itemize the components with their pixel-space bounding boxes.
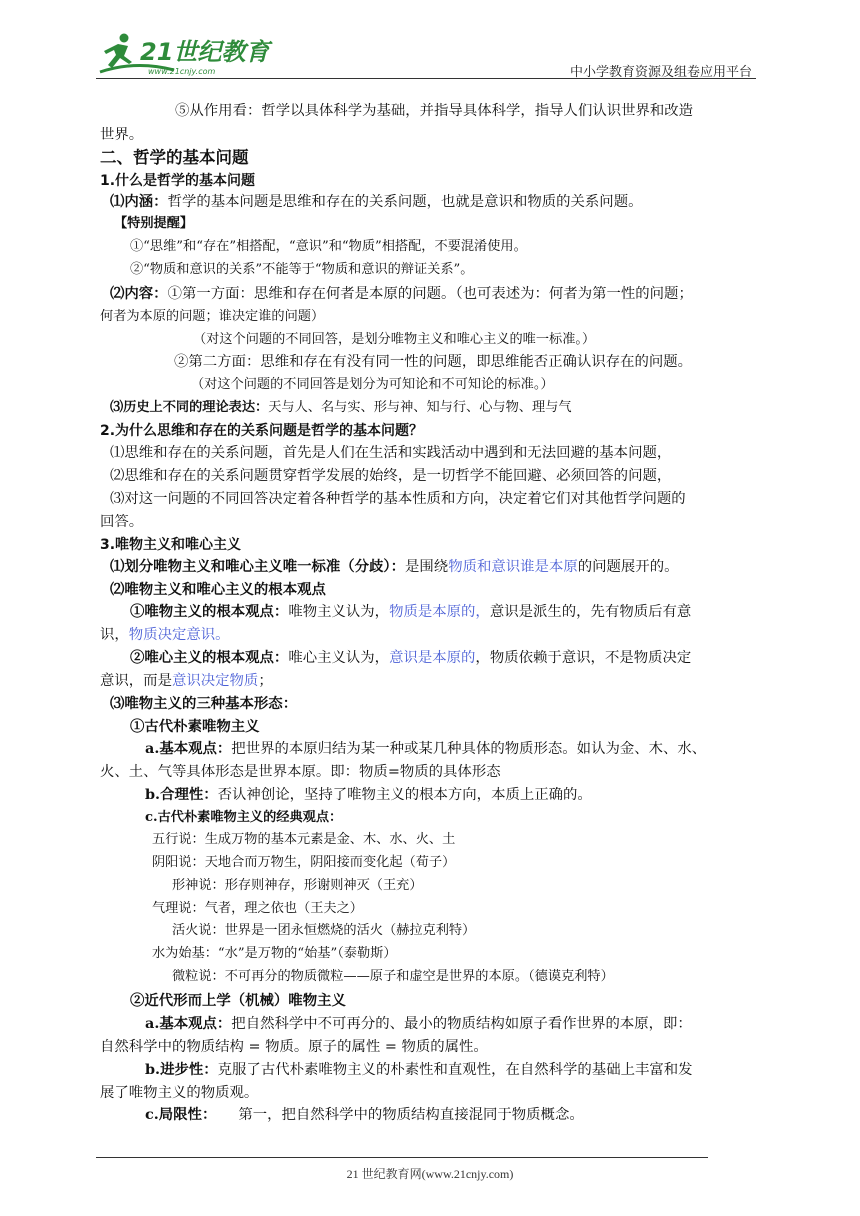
text-run: 把世界的本原归结为某一种或某几种具体的物质形态。如认为金、木、水、 [231, 741, 707, 757]
text-run: ⑵思维和存在的关系问题贯穿哲学发展的始终，是一切哲学不能回避、必须回答的问题， [110, 468, 672, 484]
page-header [96, 30, 756, 80]
text-run: 意识决定物质 [171, 673, 259, 689]
text-line [145, 1059, 693, 1081]
text-run: 二、哲学的基本问题 [100, 148, 249, 167]
text-run: ⑴划分唯物主义和唯心主义唯一标准（分歧）： [110, 558, 406, 575]
text-run: 唯心主义认为， [288, 650, 390, 666]
text-run: ②唯心主义的根本观点： [130, 649, 289, 666]
text-run: ； [258, 673, 273, 689]
text-line [191, 374, 554, 396]
text-run: 活火说：世界是一团永恒燃烧的活火（赫拉克利特） [172, 923, 476, 938]
text-line [100, 1082, 258, 1104]
svg-text:www.21cnjy.com: www.21cnjy.com [148, 67, 216, 76]
text-line [130, 716, 260, 738]
text-line [100, 306, 324, 328]
text-run: 3.唯物主义和唯心主义 [100, 537, 242, 553]
text-run: 2.为什么思维和存在的关系问题是哲学的基本问题？ [100, 423, 424, 439]
text-run: ②近代形而上学（机械）唯物主义 [130, 992, 346, 1009]
text-run: 回答。 [100, 514, 144, 530]
text-run: b.进步性： [145, 1061, 218, 1078]
text-run: ①第一方面：思维和存在何者是本原的问题。（也可表述为：何者为第一性的问题； [167, 286, 693, 302]
text-line [110, 191, 642, 213]
text-line [110, 442, 671, 464]
text-line [152, 852, 455, 874]
text-run: 【特别提醒】 [114, 216, 194, 231]
text-run: ⑴思维和存在的关系问题，首先是人们在生活和实践活动中遇到和无法回避的基本问题， [110, 445, 672, 461]
text-line [130, 236, 527, 258]
text-run: 何者为本原的问题；谁决定谁的问题） [100, 309, 325, 324]
text-run: ⑶对这一问题的不同回答决定着各种哲学的基本性质和方向，决定着它们对其他哲学问题的 [110, 491, 686, 507]
text-run: 展了唯物主义的物质观。 [100, 1085, 259, 1101]
text-run: 意识，而是 [100, 673, 172, 689]
text-line [110, 693, 297, 715]
text-run: 第一，把自然科学中的物质结构直接混同于物质概念。 [238, 1107, 584, 1123]
text-run: 形神说：形存则神存，形谢则神灭（王充） [172, 878, 423, 893]
text-line [145, 1013, 692, 1035]
text-run: （对这个问题的不同回答，是划分唯物主义和唯心主义的唯一标准。） [193, 332, 596, 347]
text-run: 微粒说：不可再分的物质微粒——原子和虚空是世界的本原。（德谟克利特） [172, 969, 614, 984]
text-line [100, 1036, 488, 1058]
text-line [172, 875, 423, 897]
text-line [100, 624, 230, 646]
text-line [100, 761, 501, 783]
text-run: 1.什么是哲学的基本问题 [100, 173, 256, 189]
section-heading [100, 147, 249, 169]
text-line [110, 488, 686, 510]
text-line [172, 966, 614, 988]
text-line [130, 601, 691, 623]
text-line [145, 784, 592, 806]
text-run: ⑵唯物主义和唯心主义的根本观点 [110, 581, 326, 598]
text-run: 火、土、气等具体形态是世界本原。即：物质=物质的具体形态 [100, 764, 501, 780]
text-run: 意识是本原的 [389, 650, 476, 666]
text-line [130, 990, 346, 1012]
text-line [110, 579, 326, 601]
text-line [130, 259, 473, 281]
platform-name: 中小学教育资源及组卷应用平台 [569, 65, 752, 80]
text-run: 识， [100, 627, 129, 643]
text-run: a.基本观点： [145, 740, 232, 757]
text-line [152, 943, 397, 965]
text-run: 水为始基：“水”是万物的“始基”（泰勒斯） [152, 946, 397, 961]
text-run: ①古代朴素唯物主义 [130, 718, 260, 735]
text-run: 的问题展开的。 [577, 559, 679, 575]
text-line [145, 1104, 584, 1126]
text-run: 世界。 [100, 127, 144, 143]
text-run: ⑵内容： [110, 285, 168, 302]
footer-divider [96, 1157, 708, 1158]
text-run: ⑴内涵： [110, 193, 168, 210]
text-run: ②第二方面：思维和存在有没有同一性的问题，即思维能否正确认识存在的问题。 [174, 354, 693, 370]
text-run: （对这个问题的不同回答是划分为可知论和不可知论的标准。） [191, 377, 554, 392]
text-line [110, 465, 671, 487]
text-run: 阴阳说：天地合而万物生，阴阳接而变化起（荀子） [152, 855, 456, 870]
text-run: ，物质依赖于意识，不是物质决定 [475, 650, 692, 666]
text-run: 是围绕 [405, 559, 449, 575]
text-line [193, 329, 595, 351]
text-run: ①“思维”和“存在”相搭配，“意识”和“物质”相搭配，不要混淆使用。 [130, 239, 527, 254]
text-run: 哲学的基本问题是思维和存在的关系问题，也就是意识和物质的关系问题。 [167, 194, 643, 210]
svg-text:21世纪教育: 21世纪教育 [140, 38, 270, 66]
text-line [152, 829, 455, 851]
text-line [145, 807, 342, 829]
text-run: 气理说：气者，理之依也（王夫之） [152, 901, 363, 916]
text-run: ⑤从作用看：哲学以具体科学为基础，并指导具体科学，指导人们认识世界和改造 [175, 103, 694, 119]
text-line [110, 397, 572, 419]
text-line [145, 738, 706, 760]
note-heading [114, 213, 193, 235]
text-run: ⑶历史上不同的理论表达： [110, 400, 269, 415]
text-line [100, 124, 143, 146]
text-run: a.基本观点： [145, 1015, 232, 1032]
text-line [130, 647, 691, 669]
text-run: 意识是派生的，先有物质后有意 [489, 604, 692, 620]
text-run: 五行说：生成万物的基本元素是金、木、水、火、土 [152, 832, 456, 847]
text-run: 天与人、名与实、形与神、知与行、心与物、理与气 [268, 400, 572, 415]
text-run: ②“物质和意识的关系”不能等于“物质和意识的辩证关系”。 [130, 262, 474, 277]
text-line [172, 920, 475, 942]
text-line [175, 100, 693, 122]
text-line [110, 283, 693, 305]
text-run: 自然科学中的物质结构 = 物质。原子的属性 = 物质的属性。 [100, 1039, 488, 1055]
logo-21cnjy [96, 30, 306, 78]
text-run: 唯物主义认为， [288, 604, 390, 620]
text-line [110, 556, 678, 578]
text-run: b.合理性： [145, 786, 218, 803]
text-run: 把自然科学中不可再分的、最小的物质结构如原子看作世界的本原，即： [231, 1016, 692, 1032]
subsection-heading [100, 534, 241, 556]
text-run: 物质和意识谁是本原 [448, 559, 578, 575]
text-run: ①唯物主义的根本观点： [130, 603, 289, 620]
subsection-heading [100, 420, 423, 442]
text-run: c.古代朴素唯物主义的经典观点： [145, 810, 343, 825]
text-run: 克服了古代朴素唯物主义的朴素性和直观性，在自然科学的基础上丰富和发 [217, 1062, 693, 1078]
text-run: 物质决定意识。 [128, 627, 230, 643]
text-run: c.局限性： [145, 1106, 217, 1123]
text-run: 物质是本原的， [389, 604, 490, 620]
text-run: ⑶唯物主义的三种基本形态： [110, 695, 298, 712]
header-divider [96, 78, 756, 79]
text-run: 否认神创论，坚持了唯物主义的根本方向，本质上正确的。 [217, 787, 592, 803]
text-line [152, 898, 363, 920]
page-footer: 21 世纪教育网(www.21cnjy.com) [346, 1167, 514, 1181]
text-line [100, 511, 143, 533]
text-line [174, 351, 692, 373]
text-line [100, 670, 273, 692]
subsection-heading [100, 170, 255, 192]
